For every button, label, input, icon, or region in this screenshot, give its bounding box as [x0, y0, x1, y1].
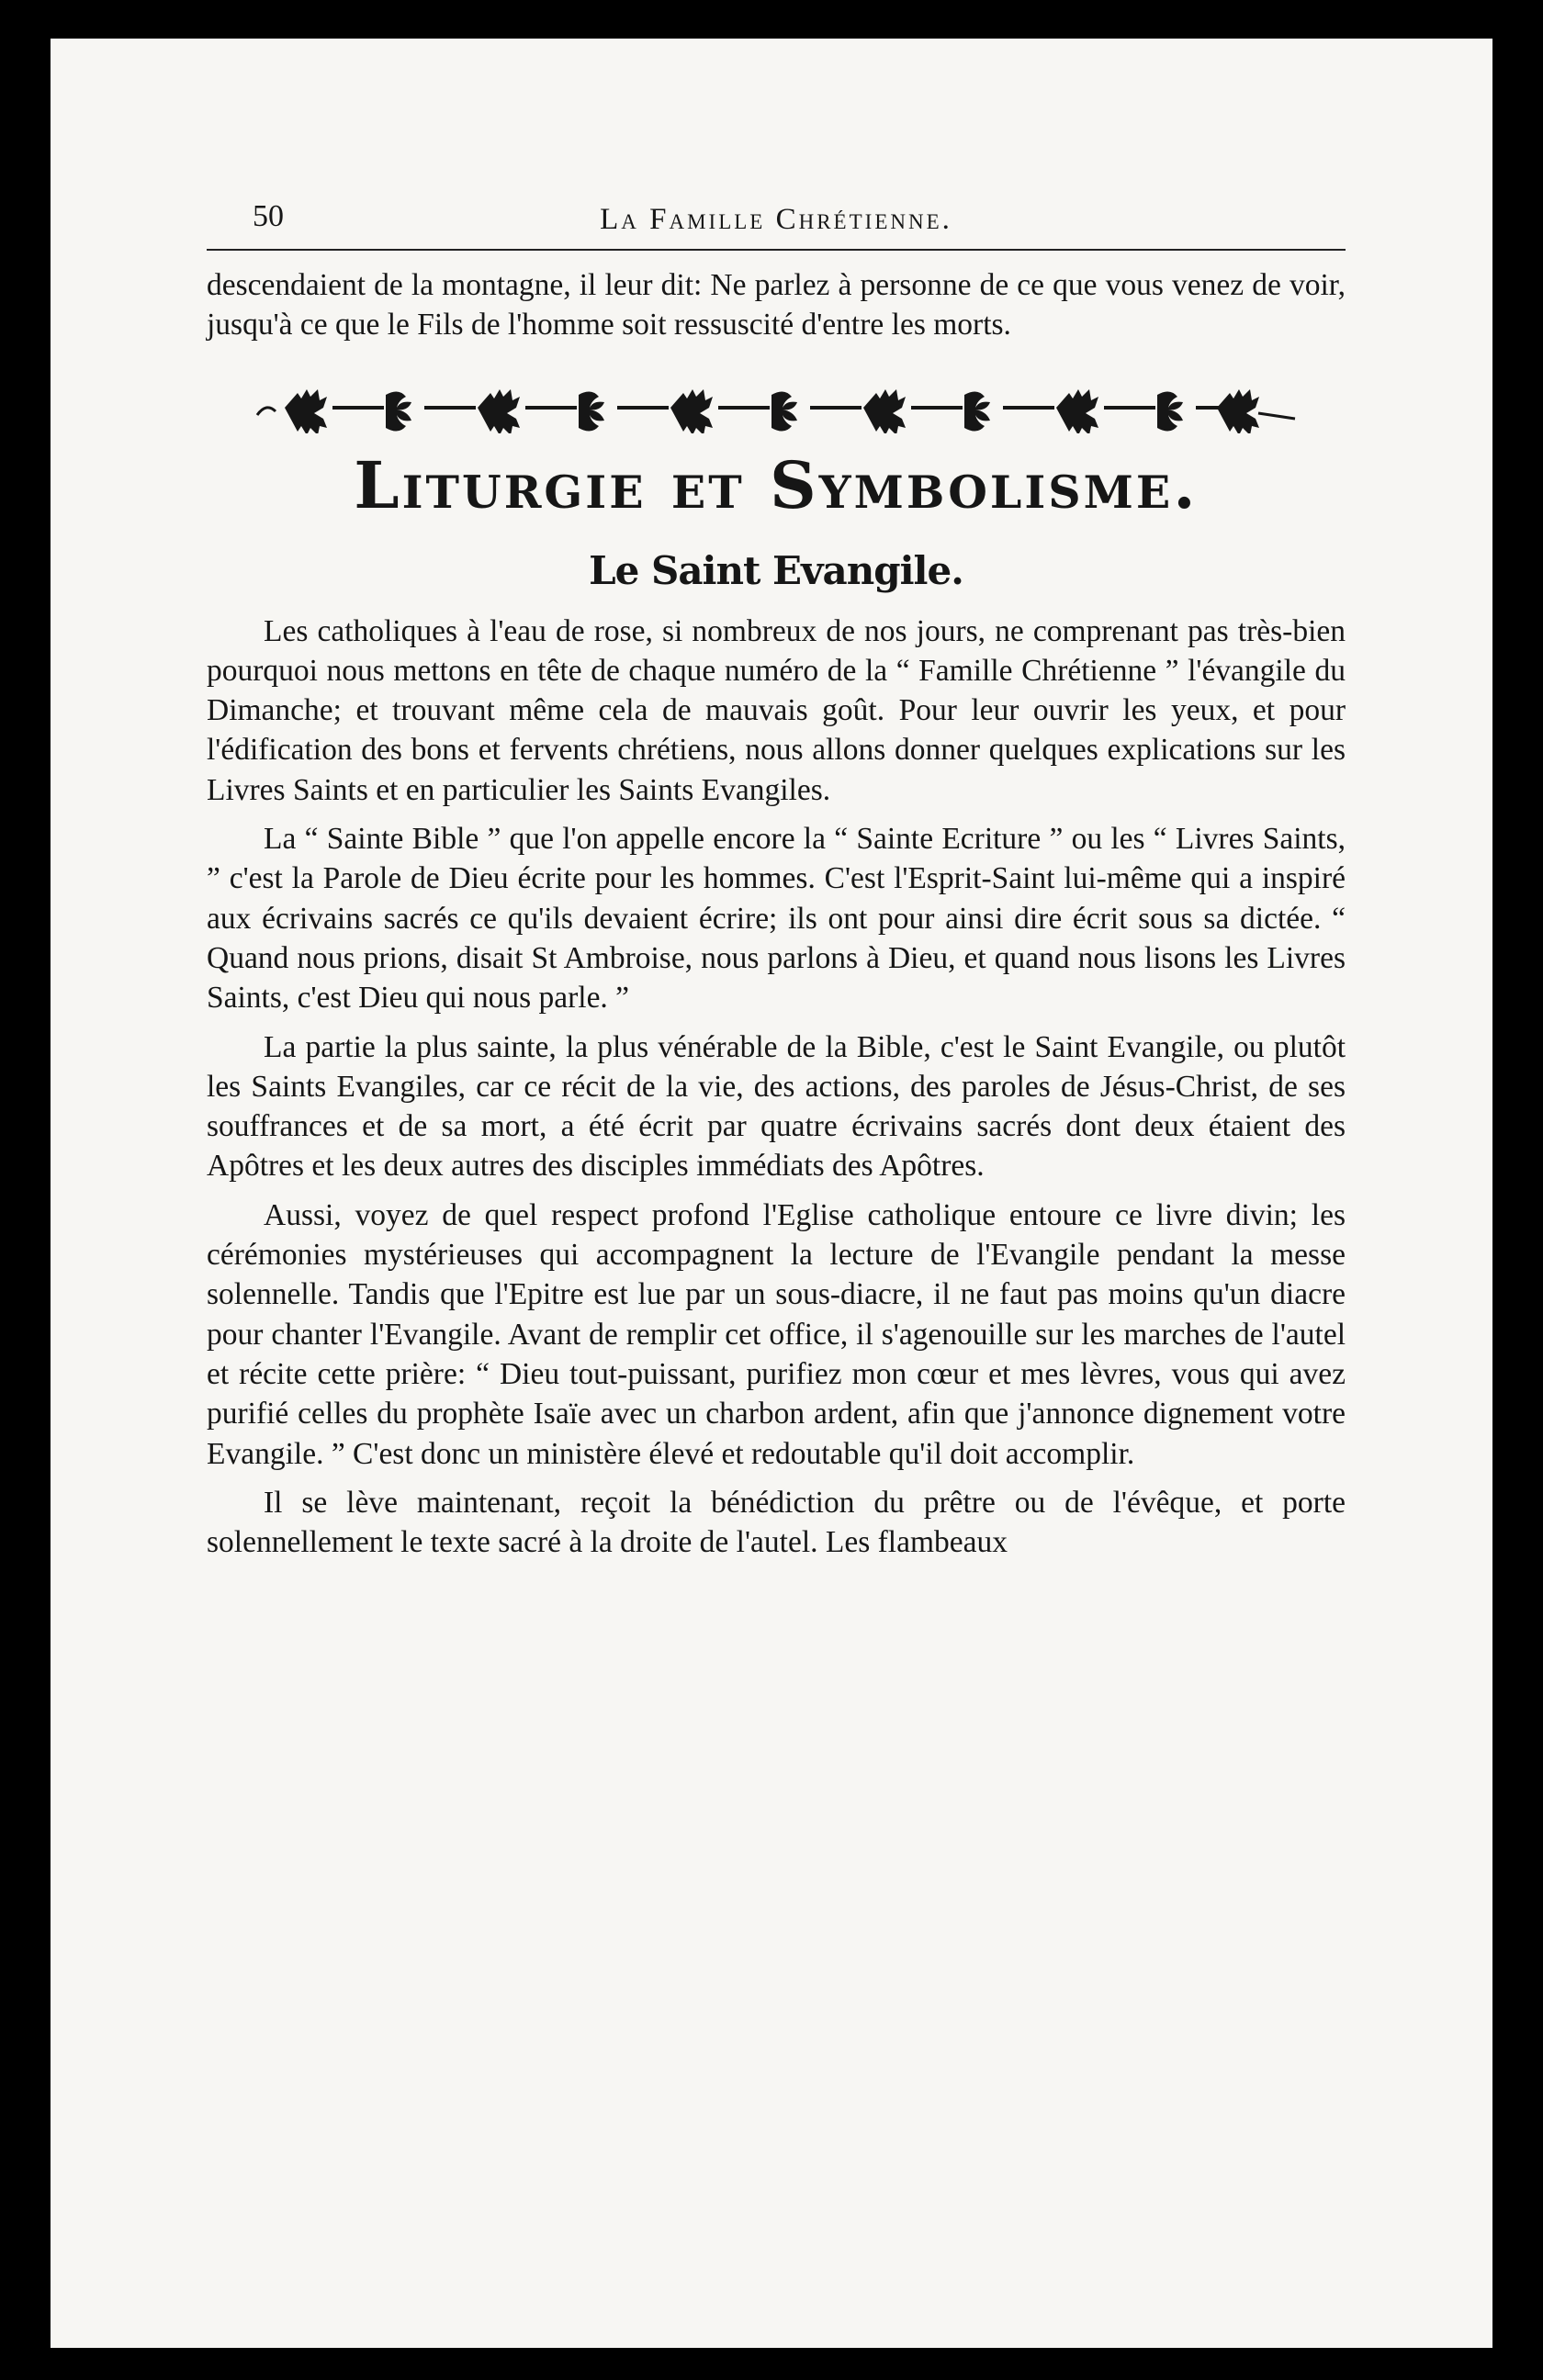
intro-paragraph: descendaient de la montagne, il leur dit: Ne parlez à personne de ce que vous venez de voir, jusqu'à ce que le Fils de l'homme soit ressuscité d'entre les morts. — [207, 268, 1346, 342]
running-head — [207, 190, 1346, 245]
body-paragraph: Il se lève maintenant, reçoit la bénédiction du prêtre ou de l'évêque, et porte solennellement le texte sacré à la droite de l'autel. Les flambeaux — [207, 1485, 1346, 1560]
section-title: Liturgie et Symbolisme. — [354, 446, 1199, 523]
journal-title: La Famille Chrétienne. — [600, 203, 952, 236]
floral-border-icon — [248, 382, 1304, 433]
section-subtitle: Le Saint Evangile. — [589, 547, 963, 593]
body-paragraph: La “ Sainte Bible ” que l'on appelle encore la “ Sainte Ecriture ” ou les “ Livres Saints, ” c'est la Parole de Dieu écrite pour les hommes. C'est l'Esprit-Saint lui-même qui a inspiré aux écrivains sacrés ce qu'ils devaient écrire; ils ont pour ainsi dire écrit sous sa dictée. “ Quand nous prions, disait St Ambroise, nous parlons à Dieu, et quand nous lisons les Livres Saints, c'est Dieu qui nous parle. ” — [207, 822, 1346, 1016]
book-page — [51, 39, 1492, 2348]
header-rule — [207, 249, 1346, 251]
page-number: 50 — [253, 199, 284, 233]
body-paragraph: Les catholiques à l'eau de rose, si nombreux de nos jours, ne comprenant pas très-bien pourquoi nous mettons en tête de chaque numéro de la “ Famille Chrétienne ” l'évangile du Dimanche; et trouvant même cela de mauvais goût. Pour leur ouvrir les yeux, et pour l'édification des bons et fervents chrétiens, nous allons donner quelques explications sur les Livres Saints et en particulier les Saints Evangiles. — [207, 613, 1346, 807]
body-paragraph: La partie la plus sainte, la plus vénérable de la Bible, c'est le Saint Evangile, ou plutôt les Saints Evangiles, car ce récit de la vie, des actions, des paroles de Jésus-Christ, de ses souffrances et de sa mort, a été écrit par quatre écrivains sacrés dont deux étaient des Apôtres et les deux autres des disciples immédiats des Apôtres. — [207, 1029, 1346, 1184]
body-paragraph: Aussi, voyez de quel respect profond l'Eglise catholique entoure ce livre divin; les cérémonies mystérieuses qui accompagnent la lecture de l'Evangile pendant la messe solennelle. Tandis que l'Epitre est lue par un sous-diacre, il ne faut pas moins qu'un diacre pour chanter l'Evangile. Avant de remplir cet office, il s'agenouille sur les marches de l'autel et récite cette prière: “ Dieu tout-puissant, purifiez mon cœur et mes lèvres, vous qui avez purifié celles du prophète Isaïe avec un charbon ardent, afin que j'annonce dignement votre Evangile. ” C'est donc un ministère élevé et redoutable qu'il doit accomplir. — [207, 1197, 1346, 1471]
page-content — [207, 190, 1346, 1562]
